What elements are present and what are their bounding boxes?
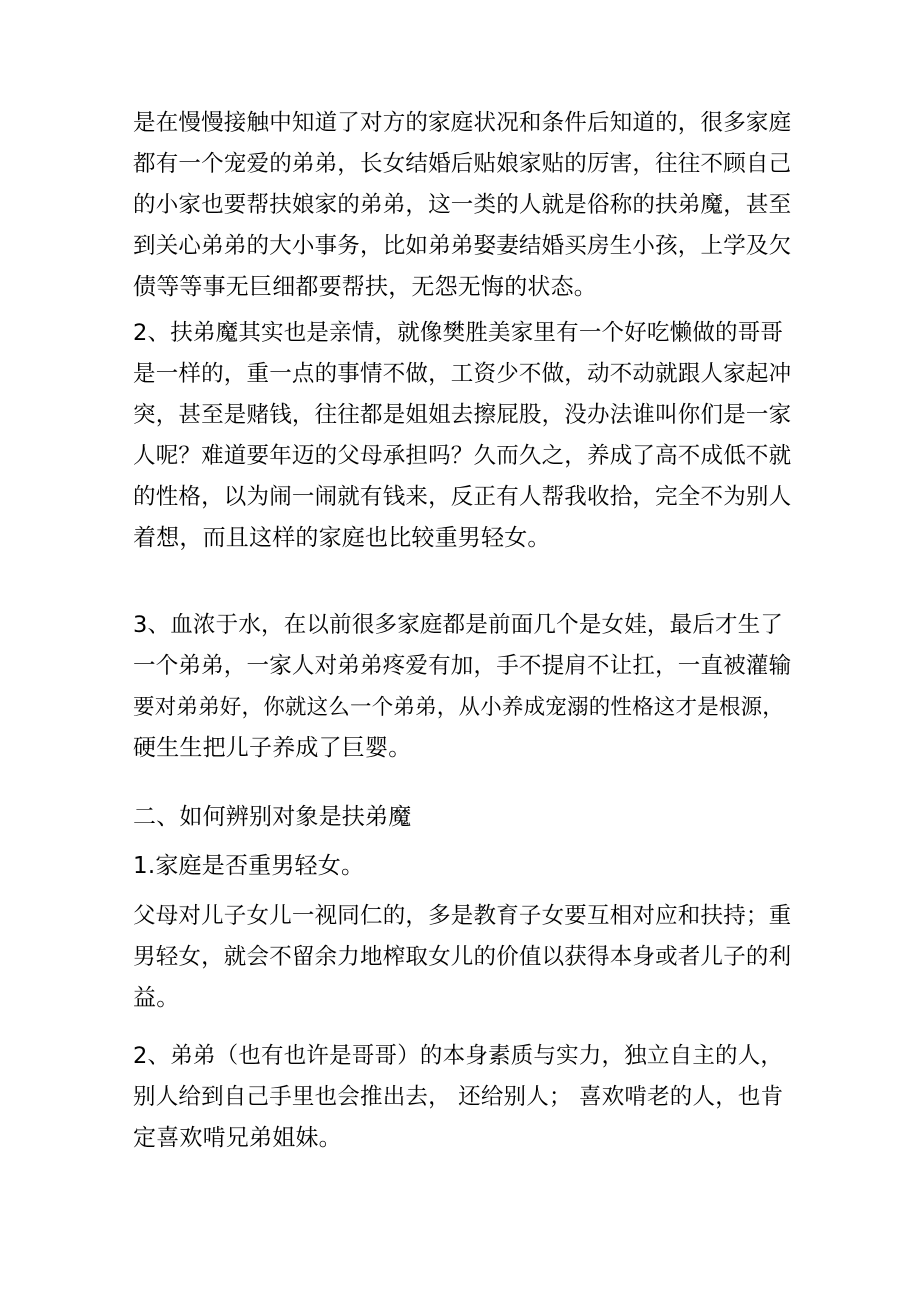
text-line: 别人给到自己手里也会推出去， 还给别人； 喜欢啃老的人，也肯	[133, 1084, 784, 1110]
text-line: 2、弟弟（也有也许是哥哥）的本身素质与实力，独立自主的人，	[133, 1043, 784, 1069]
text-line: 要对弟弟好，你就这么一个弟弟，从小养成宠溺的性格这才是根源，	[133, 695, 785, 720]
text-line: 到关心弟弟的大小事务，比如弟弟娶妻结婚买房生小孩，上学及欠	[133, 233, 792, 259]
paragraph-point-2-brother-quality	[133, 1036, 795, 1159]
text-line: 2、扶弟魔其实也是亲情，就像樊胜美家里有一个好吃懒做的哥哥	[133, 320, 784, 346]
paragraph-point-2-family-affection	[133, 313, 795, 559]
text-line: 债等等事无巨细都要帮扶，无怨无悔的状态。	[133, 274, 597, 300]
heading-line: 二、如何辨别对象是扶弟魔	[133, 804, 412, 830]
heading-line: 1.家庭是否重男轻女。	[133, 853, 365, 879]
text-line: 人呢？难道要年迈的父母承担吗？久而久之，养成了高不成低不就	[133, 443, 792, 469]
text-line: 硬生生把儿子养成了巨婴。	[133, 735, 412, 761]
text-line: 是一样的，重一点的事情不做，工资少不做，动不动就跟人家起冲	[133, 361, 792, 387]
text-line: 着想，而且这样的家庭也比较重男轻女。	[133, 525, 551, 551]
text-line: 的性格，以为闹一闹就有钱来，反正有人帮我收拾，完全不为别人	[133, 484, 792, 510]
paragraph-sister-support-background	[133, 103, 795, 308]
text-line: 一个弟弟，一家人对弟弟疼爱有加，手不提肩不让扛，一直被灌输	[133, 653, 792, 679]
text-line: 都有一个宠爱的弟弟，长女结婚后贴娘家贴的厉害，往往不顾自己	[133, 151, 792, 177]
text-line: 的小家也要帮扶娘家的弟弟，这一类的人就是俗称的扶弟魔，甚至	[133, 192, 792, 218]
text-line: 益。	[133, 985, 180, 1011]
paragraph-parents-treatment	[133, 896, 795, 1019]
text-line: 突，甚至是赌钱，往往都是姐姐去擦屁股，没办法谁叫你们是一家	[133, 402, 792, 428]
text-line: 是在慢慢接触中知道了对方的家庭状况和条件后知道的，很多家庭	[133, 110, 792, 136]
text-line: 定喜欢啃兄弟姐妹。	[133, 1125, 342, 1151]
text-line: 父母对儿子女儿一视同仁的，多是教育子女要互相对应和扶持；重	[133, 903, 792, 929]
subheading-point-1-gender-preference	[133, 846, 795, 887]
section-heading-how-to-identify	[133, 797, 795, 838]
text-line: 男轻女，就会不留余力地榨取女儿的价值以获得本身或者儿子的利	[133, 944, 792, 970]
text-line: 3、血浓于水，在以前很多家庭都是前面几个是女娃，最后才生了	[133, 612, 784, 638]
paragraph-point-3-blood-thicker-than-water	[133, 605, 795, 769]
